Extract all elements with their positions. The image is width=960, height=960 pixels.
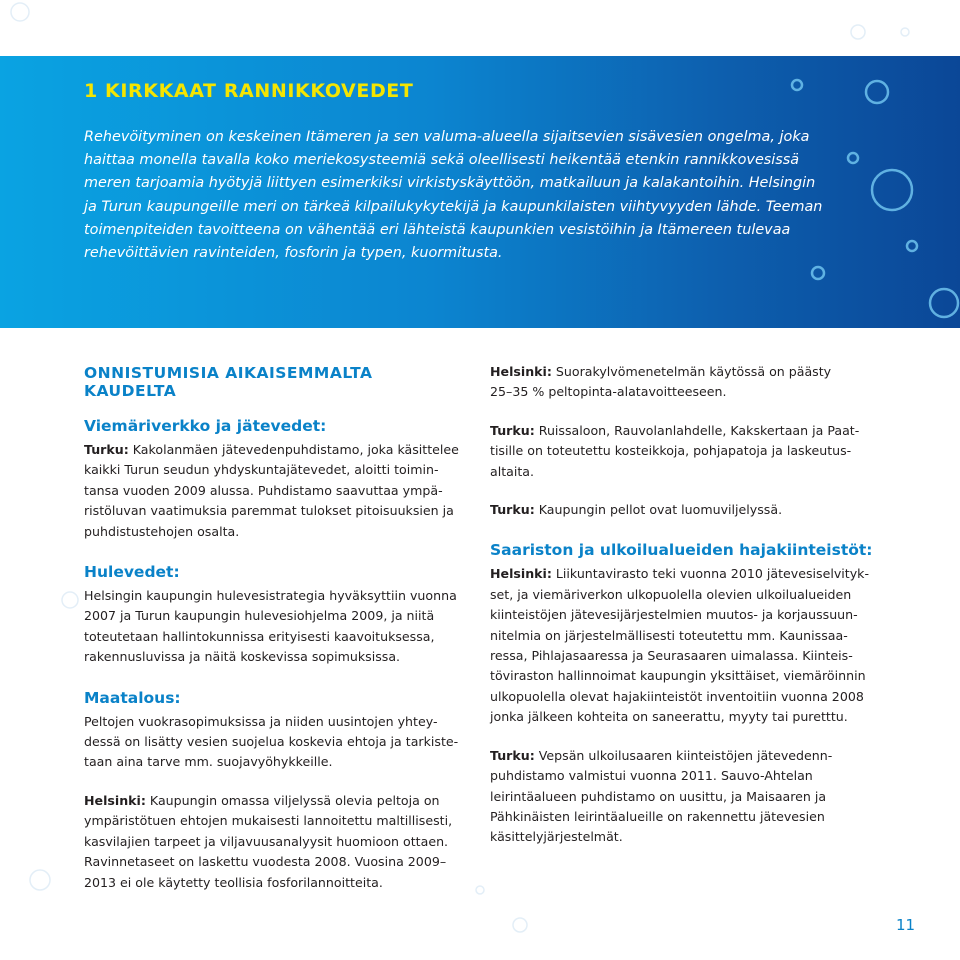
text-line: kaikki Turun seudun yhdyskuntajätevedet, aloitti toimin-: [84, 462, 439, 478]
text-line: kasvilajien tarpeet ja viljavuusanalyysit huomioon ottaen.: [84, 833, 449, 849]
intro-line: rehevöittävien ravinteiden, fosforin ja typen, kuormitusta.: [84, 245, 503, 262]
text-line: tisille on toteutettu kosteikkoja, pohjapatoja ja laskeutus-: [490, 443, 852, 459]
text-line: taan aina tarve mm. suojavyöhykkeille.: [84, 754, 333, 770]
section-heading: ONNISTUMISIA AIKAISEMMALTA KAUDELTA: [84, 364, 373, 400]
text-line: puhdistustehojen osalta.: [84, 523, 240, 539]
intro-banner: [0, 56, 960, 328]
helsinki-direct-sowing-paragraph: [490, 362, 880, 403]
helsinki-agriculture-paragraph: [84, 791, 469, 893]
text-line: Helsingin kaupungin hulevesistrategia hyväksyttiin vuonna: [84, 588, 457, 604]
stormwater-heading: Hulevedet:: [84, 563, 180, 582]
text-line: Suorakylvömenetelmän käytössä on päästy: [551, 364, 832, 379]
text-line: Peltojen vuokrasopimuksissa ja niiden uusintojen yhtey-: [84, 713, 438, 729]
text-line: puhdistamo valmistui vuonna 2011. Sauvo-Ahtelan: [490, 768, 813, 784]
text-line: ympäristötuen ehtojen mukaisesti lannoitettu maltillisesti,: [84, 813, 453, 829]
city-label: Helsinki:: [490, 364, 552, 379]
text-line: set, ja viemäriverkon ulkopuolella olevien ulkoilualueiden: [490, 586, 852, 602]
archipelago-heading: Saariston ja ulkoilualueiden hajakiinteistöt:: [490, 541, 873, 560]
text-line: kiinteistöjen jätevesijärjestelmien muutos- ja korjaussuun-: [490, 607, 858, 623]
text-line: nitelmia on järjestelmällisesti toteutettu mm. Kaunissaa-: [490, 627, 848, 643]
left-column: [84, 362, 469, 893]
intro-line: ja Turun kaupungeille meri on tärkeä kilpailukykytekijä ja kaupunkilaisten viihtyvyyden lähde. Teeman: [84, 198, 823, 215]
text-line: Kakolanmäen jätevedenpuhdistamo, joka käsittelee: [128, 442, 459, 457]
text-line: ristöluvan vaatimuksia paremmat tulokset pitoisuuksien ja: [84, 503, 454, 519]
text-line: ressa, Pihlajasaaressa ja Seurasaaren uimalassa. Kiinteis-: [490, 648, 853, 664]
text-line: toteutetaan hallintokunnissa erityisesti kaavoituksessa,: [84, 628, 435, 644]
text-line: Ravinnetaseet on laskettu vuodesta 2008. Vuosina 2009–: [84, 854, 447, 870]
city-label: Turku:: [490, 422, 535, 438]
turku-wetlands-paragraph: [490, 421, 880, 482]
turku-organic-paragraph: [490, 500, 880, 520]
helsinki-archipelago-paragraph: [490, 564, 880, 727]
text-line: leirintäalueen puhdistamo on uusittu, ja Maisaaren ja: [490, 788, 827, 804]
stormwater-paragraph: [84, 586, 469, 668]
text-line: Pähkinäisten leirintäalueille on rakennettu jätevesien: [490, 808, 825, 824]
text-line: jonka jälkeen kohteita on saneerattu, myyty tai puretttu.: [490, 709, 848, 725]
agriculture-paragraph: [84, 712, 469, 773]
text-line: 25–35 % peltopinta-alatavoitteeseen.: [490, 384, 727, 400]
text-line: Kaupungin pellot ovat luomuviljelyssä.: [534, 502, 783, 518]
text-line: käsittelyjärjestelmät.: [490, 829, 623, 845]
intro-line: meren tarjoamia hyötyjä liittyen esimerkiksi virkistyskäyttöön, matkailuun ja kalakantoihin. Helsingin: [84, 175, 816, 192]
intro-line: haittaa monella tavalla koko meriekosysteemiä sekä oleellisesti heikentää etenkin rannikkovesissä: [84, 152, 800, 169]
city-label: Helsinki:: [490, 566, 552, 582]
text-line: rakennusluvissa ja näitä koskevissa sopimuksissa.: [84, 649, 401, 665]
text-line: Liikuntavirasto teki vuonna 2010 jätevesiselvityk-: [551, 566, 870, 582]
text-line: Vepsän ulkoilusaaren kiinteistöjen jätevedenn-: [534, 747, 833, 763]
sewer-heading: Viemäriverkko ja jätevedet:: [84, 417, 327, 435]
city-label: Helsinki:: [84, 792, 146, 808]
intro-paragraph: [84, 126, 864, 265]
intro-line: toimenpiteiden tavoitteena on vähentää eri lähteistä kaupunkien vesistöihin ja Itämereen tulevaa: [84, 221, 791, 238]
agriculture-heading: Maatalous:: [84, 688, 181, 707]
text-line: ulkopuolella olevat hajakiinteistöt inventoitiin vuonna 2008: [490, 688, 864, 704]
page-number: 11: [896, 916, 916, 934]
text-line: 2007 ja Turun kaupungin hulevesiohjelma 2009, ja niitä: [84, 608, 435, 624]
text-line: Ruissaloon, Rauvolanlahdelle, Kakskertaan ja Paat-: [534, 422, 860, 438]
city-label: Turku:: [490, 502, 535, 518]
page-title: 1 KIRKKAAT RANNIKKOVEDET: [84, 80, 414, 102]
sewer-paragraph: [84, 440, 469, 542]
text-line: dessä on lisätty vesien suojelua koskevia ehtoja ja tarkiste-: [84, 734, 459, 750]
intro-line: Rehevöityminen on keskeinen Itämeren ja sen valuma-alueella sijaitsevien sisävesien ongelma, joka: [84, 129, 810, 145]
text-line: Kaupungin omassa viljelyssä olevia peltoja on: [145, 792, 440, 808]
right-column: [490, 362, 880, 848]
city-label: Turku:: [490, 747, 535, 763]
turku-archipelago-paragraph: [490, 746, 880, 848]
text-line: tansa vuoden 2009 alussa. Puhdistamo saavuttaa ympä-: [84, 482, 443, 498]
city-label: Turku:: [84, 442, 129, 457]
text-line: 2013 ei ole käytetty teollisia fosforilannoitteita.: [84, 874, 383, 890]
text-line: altaita.: [490, 463, 535, 479]
text-line: töviraston hallinnoimat kaupungin yksittäiset, viemäröinnin: [490, 668, 866, 684]
